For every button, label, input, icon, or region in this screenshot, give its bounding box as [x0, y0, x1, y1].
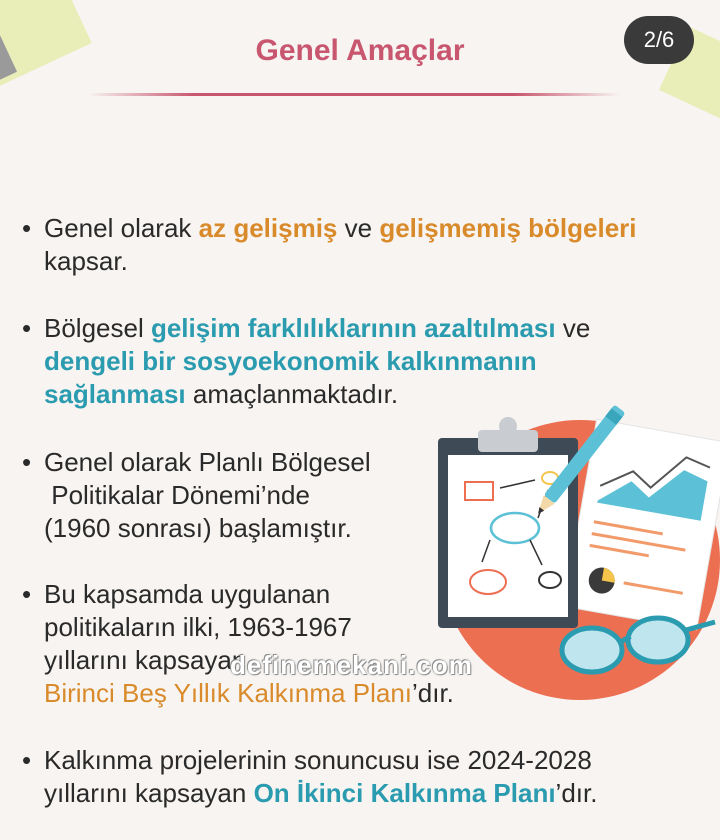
- bullet-4-line-2: politikaların ilki, 1963-1967: [44, 612, 352, 642]
- highlight-undeveloped-regions: gelişmemiş bölgeleri: [379, 213, 637, 243]
- bullet-dot: •: [22, 213, 32, 243]
- text-segment: Bölgesel: [44, 313, 151, 343]
- bullet-2-line-2: dengeli bir sosyoekonomik kalkınmanın: [44, 346, 537, 376]
- highlight-twelfth-plan: On İkinci Kalkınma Planı: [253, 778, 556, 808]
- planning-illustration: [430, 400, 720, 700]
- bullet-2-line-1: [44, 312, 590, 345]
- bullet-item-4: [22, 578, 454, 710]
- text-segment: ve: [555, 313, 591, 343]
- bullet-5-line-2: [44, 777, 597, 810]
- text-segment: ve: [337, 213, 380, 243]
- bullet-3-line-2: Politikalar Dönemi’nde: [44, 480, 310, 510]
- highlight-first-five-year-plan: Birinci Beş Yıllık Kalkınma Planı: [44, 678, 412, 708]
- bullet-2-line-3: [44, 378, 590, 411]
- title-divider: [88, 93, 620, 96]
- page-indicator[interactable]: 2/6: [624, 16, 694, 64]
- bullet-4-line-4: [44, 677, 454, 710]
- highlight-underdeveloped: az gelişmiş: [198, 213, 338, 243]
- page-title: Genel Amaçlar: [255, 34, 465, 67]
- bullet-1-line-2: kapsar.: [44, 246, 128, 276]
- bullet-4-line-1: Bu kapsamda uygulanan: [44, 579, 331, 609]
- bullet-item-5: [22, 744, 598, 810]
- bullet-4-line-3: yıllarını kapsayan: [44, 645, 247, 675]
- text-segment: Genel olarak: [44, 213, 199, 243]
- watermark: definemekani.com: [230, 650, 473, 680]
- bullet-item-2: [22, 312, 591, 411]
- text-segment: ’dır.: [555, 778, 598, 808]
- clipboard-icon: [438, 417, 578, 628]
- bullet-item-1: [22, 212, 637, 278]
- bullet-5-line-1: Kalkınma projelerinin sonuncusu ise 2024-2028: [44, 745, 592, 775]
- bullet-dot: •: [22, 313, 32, 343]
- bullet-item-3: [22, 446, 371, 545]
- highlight-development-differences: gelişim farklılıklarının azaltılması: [150, 313, 556, 343]
- bullet-dot: •: [22, 745, 32, 775]
- bullet-dot: •: [22, 447, 32, 477]
- bullet-3-line-3: (1960 sonrası) başlamıştır.: [44, 513, 352, 543]
- bullet-1-line-1: [44, 212, 637, 245]
- bullet-3-line-1: Genel olarak Planlı Bölgesel: [44, 447, 371, 477]
- text-segment: yıllarını kapsayan: [44, 778, 254, 808]
- text-segment: amaçlanmaktadır.: [185, 379, 399, 409]
- text-segment: ’dır.: [412, 678, 454, 708]
- bullet-dot: •: [22, 579, 32, 609]
- highlight-providing: sağlanması: [44, 379, 186, 409]
